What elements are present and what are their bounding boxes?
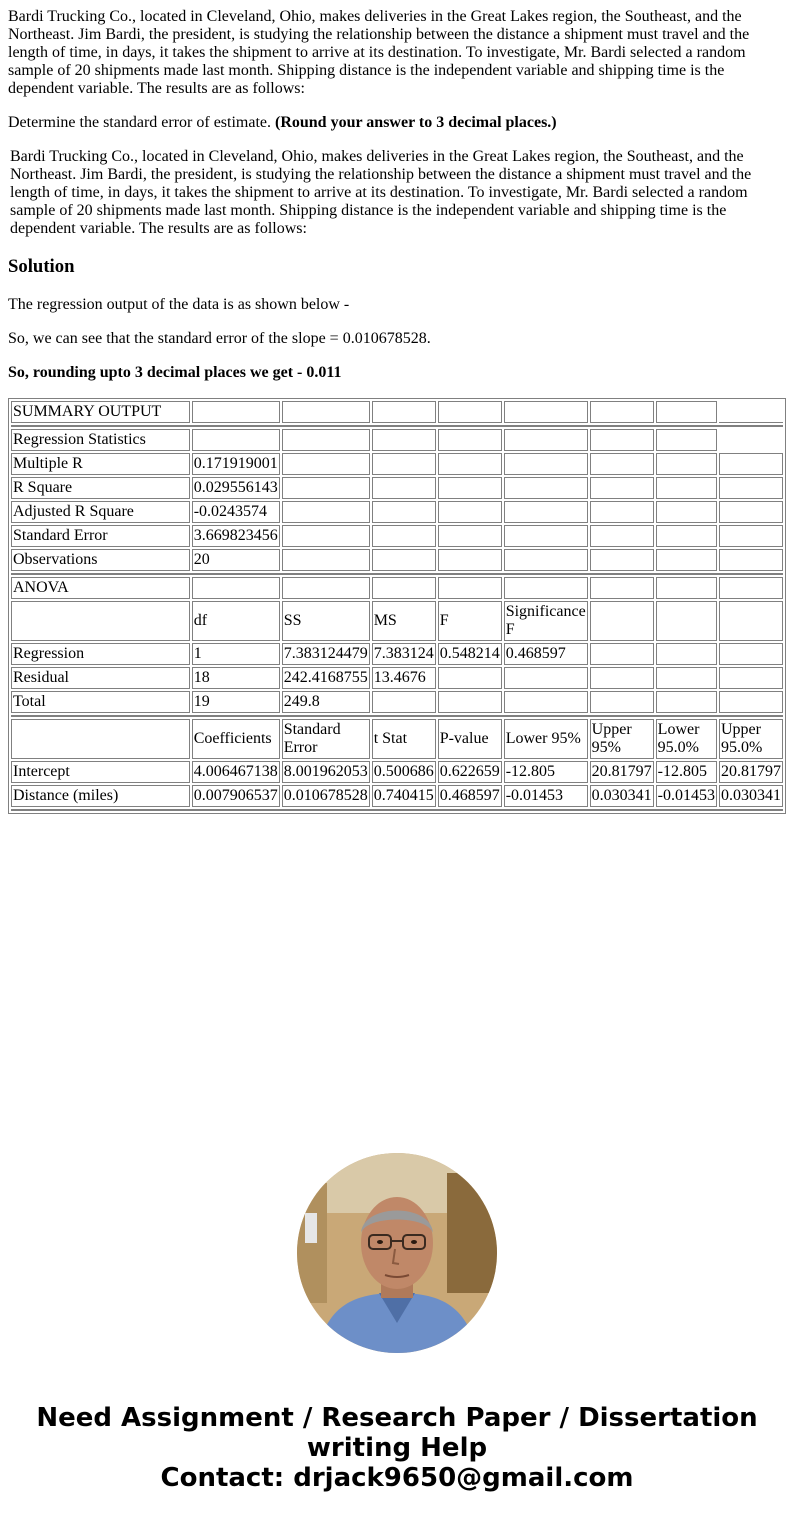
empty-cell: [282, 525, 370, 547]
empty-cell: [719, 453, 783, 475]
empty-cell: [590, 525, 654, 547]
anova-column-header: Significance F: [504, 601, 588, 641]
empty-cell: [719, 577, 783, 599]
summary-output-title: SUMMARY OUTPUT: [11, 401, 190, 423]
anova-cell: [438, 691, 502, 713]
stat-value: 3.669823456: [192, 525, 280, 547]
empty-cell: [590, 501, 654, 523]
table-row-anova: [11, 667, 783, 689]
coef-column-header: Lower 95%: [504, 719, 588, 759]
empty-cell: [504, 453, 588, 475]
empty-cell: [590, 667, 654, 689]
empty-cell: [719, 643, 783, 665]
table-separator: [11, 425, 783, 427]
coef-cell: 4.006467138: [192, 761, 280, 783]
coef-row-label: Distance (miles): [11, 785, 190, 807]
table-row-reg-stat: [11, 525, 783, 547]
empty-cell: [11, 719, 190, 759]
empty-cell: [282, 429, 370, 451]
coef-column-header: P-value: [438, 719, 502, 759]
empty-cell: [192, 429, 280, 451]
empty-cell: [590, 429, 654, 451]
empty-cell: [372, 501, 436, 523]
stat-value: -0.0243574: [192, 501, 280, 523]
anova-title: ANOVA: [11, 577, 190, 599]
table-row-anova: [11, 691, 783, 713]
table-row-anova: [11, 643, 783, 665]
empty-cell: [719, 525, 783, 547]
solution-line-2: So, we can see that the standard error of the slope = 0.010678528.: [8, 330, 431, 347]
anova-cell: 242.4168755: [282, 667, 370, 689]
empty-cell: [590, 691, 654, 713]
empty-cell: [282, 477, 370, 499]
anova-cell: 249.8: [282, 691, 370, 713]
empty-cell: [590, 549, 654, 571]
empty-cell: [504, 401, 588, 423]
table-separator: [11, 715, 783, 717]
anova-cell: 7.383124479: [282, 643, 370, 665]
anova-cell: 19: [192, 691, 280, 713]
problem-statement-repeat: Bardi Trucking Co., located in Cleveland, Ohio, makes deliveries in the Great Lakes region, the Southeast, and the Northeast. Jim Bardi, the president, is studying the relationship between the distance a shipment must travel and the length of time, in days, it takes the shipment to arrive at its destination. To investigate, Mr. Bardi selected a random sample of 20 shipments made last month. Shipping distance is the independent variable and shipping time is the dependent variable. The results are as follows:: [10, 148, 752, 237]
coef-cell: 20.81797: [590, 761, 654, 783]
anova-cell: 1: [192, 643, 280, 665]
empty-cell: [282, 453, 370, 475]
empty-cell: [656, 577, 717, 599]
empty-cell: [282, 577, 370, 599]
empty-cell: [656, 429, 717, 451]
empty-cell: [11, 601, 190, 641]
empty-cell: [504, 501, 588, 523]
person-portrait-icon: [297, 1153, 497, 1353]
coef-cell: 0.010678528: [282, 785, 370, 807]
anova-cell: 18: [192, 667, 280, 689]
empty-cell: [372, 549, 436, 571]
stat-label: Adjusted R Square: [11, 501, 190, 523]
anova-cell: 7.383124: [372, 643, 436, 665]
empty-cell: [656, 401, 717, 423]
solution-line-1: The regression output of the data is as shown below -: [8, 296, 350, 313]
empty-cell: [504, 429, 588, 451]
table-row-coef-header: [11, 719, 783, 759]
coef-column-header: Upper 95%: [590, 719, 654, 759]
stat-label: Observations: [11, 549, 190, 571]
separator-cell: [11, 573, 783, 575]
empty-cell: [656, 549, 717, 571]
empty-cell: [504, 577, 588, 599]
separator-cell: [11, 425, 783, 427]
coef-row-label: Intercept: [11, 761, 190, 783]
coef-column-header: Lower 95.0%: [656, 719, 717, 759]
empty-cell: [719, 429, 783, 451]
empty-cell: [192, 401, 280, 423]
coef-cell: 0.030341: [719, 785, 783, 807]
stat-label: Standard Error: [11, 525, 190, 547]
coef-cell: 20.81797: [719, 761, 783, 783]
empty-cell: [590, 453, 654, 475]
empty-cell: [590, 577, 654, 599]
separator-cell: [11, 715, 783, 717]
empty-cell: [719, 601, 783, 641]
anova-cell: [372, 691, 436, 713]
empty-cell: [372, 525, 436, 547]
table-row-reg-stat: [11, 477, 783, 499]
table-row-summary-title: [11, 401, 783, 423]
empty-cell: [192, 577, 280, 599]
anova-column-header: df: [192, 601, 280, 641]
stat-value: 20: [192, 549, 280, 571]
empty-cell: [719, 477, 783, 499]
anova-column-header: MS: [372, 601, 436, 641]
coef-cell: 0.500686: [372, 761, 436, 783]
empty-cell: [504, 525, 588, 547]
coef-cell: -0.01453: [504, 785, 588, 807]
table-row-anova-header: [11, 601, 783, 641]
empty-cell: [719, 501, 783, 523]
empty-cell: [719, 549, 783, 571]
footer-line-1: Need Assignment / Research Paper / Dissertation: [36, 1403, 758, 1433]
solution-heading: Solution: [8, 256, 75, 277]
stat-label: R Square: [11, 477, 190, 499]
empty-cell: [438, 577, 502, 599]
coef-column-header: t Stat: [372, 719, 436, 759]
anova-row-label: Residual: [11, 667, 190, 689]
anova-cell: [504, 667, 588, 689]
stat-value: 0.029556143: [192, 477, 280, 499]
problem-statement: Bardi Trucking Co., located in Cleveland, Ohio, makes deliveries in the Great Lakes region, the Southeast, and the Northeast. Jim Bardi, the president, is studying the relationship between the distance a shipment must travel and the length of time, in days, it takes the shipment to arrive at its destination. To investigate, Mr. Bardi selected a random sample of 20 shipments made last month. Shipping distance is the independent variable and shipping time is the dependent variable. The results are as follows:: [8, 8, 750, 97]
author-photo: [297, 1153, 497, 1353]
empty-cell: [590, 643, 654, 665]
anova-column-header: F: [438, 601, 502, 641]
coef-cell: -0.01453: [656, 785, 717, 807]
coef-column-header: Coefficients: [192, 719, 280, 759]
question: [8, 114, 786, 132]
coef-column-header: Standard Error: [282, 719, 370, 759]
stat-label: Multiple R: [11, 453, 190, 475]
empty-cell: [656, 601, 717, 641]
empty-cell: [372, 577, 436, 599]
empty-cell: [719, 691, 783, 713]
empty-cell: [438, 477, 502, 499]
empty-cell: [656, 477, 717, 499]
coef-cell: 0.007906537: [192, 785, 280, 807]
table-separator: [11, 809, 783, 811]
table-row-coef: [11, 785, 783, 807]
table-body: [11, 401, 783, 811]
empty-cell: [590, 401, 654, 423]
empty-cell: [504, 477, 588, 499]
regression-output-table: [8, 398, 786, 814]
empty-cell: [438, 453, 502, 475]
empty-cell: [656, 501, 717, 523]
empty-cell: [372, 429, 436, 451]
anova-cell: [504, 691, 588, 713]
empty-cell: [656, 453, 717, 475]
anova-cell: 13.4676: [372, 667, 436, 689]
empty-cell: [282, 401, 370, 423]
regression-statistics-title: Regression Statistics: [11, 429, 190, 451]
empty-cell: [372, 401, 436, 423]
footer-contact: Contact: drjack9650@gmail.com: [160, 1463, 634, 1493]
empty-cell: [656, 667, 717, 689]
empty-cell: [438, 501, 502, 523]
table-row-reg-stat: [11, 549, 783, 571]
anova-cell: [438, 667, 502, 689]
separator-cell: [11, 809, 783, 811]
empty-cell: [656, 525, 717, 547]
table-row-reg-stats-title: [11, 429, 783, 451]
empty-cell: [372, 477, 436, 499]
empty-cell: [504, 549, 588, 571]
table-row-coef: [11, 761, 783, 783]
coef-cell: 8.001962053: [282, 761, 370, 783]
empty-cell: [719, 667, 783, 689]
empty-cell: [656, 691, 717, 713]
coef-cell: 0.622659: [438, 761, 502, 783]
anova-cell: 0.468597: [504, 643, 588, 665]
empty-cell: [438, 429, 502, 451]
table-row-reg-stat: [11, 501, 783, 523]
coef-cell: 0.740415: [372, 785, 436, 807]
empty-cell: [438, 401, 502, 423]
empty-cell: [590, 601, 654, 641]
coef-cell: -12.805: [656, 761, 717, 783]
empty-cell: [372, 453, 436, 475]
anova-row-label: Regression: [11, 643, 190, 665]
question-emphasis: (Round your answer to 3 decimal places.): [275, 114, 557, 131]
anova-row-label: Total: [11, 691, 190, 713]
table-row-reg-stat: [11, 453, 783, 475]
coef-cell: 0.030341: [590, 785, 654, 807]
solution-answer: So, rounding upto 3 decimal places we get - 0.011: [8, 364, 342, 381]
anova-cell: 0.548214: [438, 643, 502, 665]
empty-cell: [438, 549, 502, 571]
table-row-anova-title: [11, 577, 783, 599]
empty-cell: [282, 549, 370, 571]
empty-cell: [438, 525, 502, 547]
empty-cell: [282, 501, 370, 523]
footer-line-2: writing Help: [306, 1433, 488, 1463]
coef-cell: 0.468597: [438, 785, 502, 807]
empty-cell: [719, 401, 783, 423]
empty-cell: [590, 477, 654, 499]
table-separator: [11, 573, 783, 575]
coef-cell: -12.805: [504, 761, 588, 783]
empty-cell: [656, 643, 717, 665]
coef-column-header: Upper 95.0%: [719, 719, 783, 759]
anova-column-header: SS: [282, 601, 370, 641]
question-text: Determine the standard error of estimate.: [8, 114, 271, 131]
stat-value: 0.171919001: [192, 453, 280, 475]
footer-banner: [0, 1403, 794, 1493]
